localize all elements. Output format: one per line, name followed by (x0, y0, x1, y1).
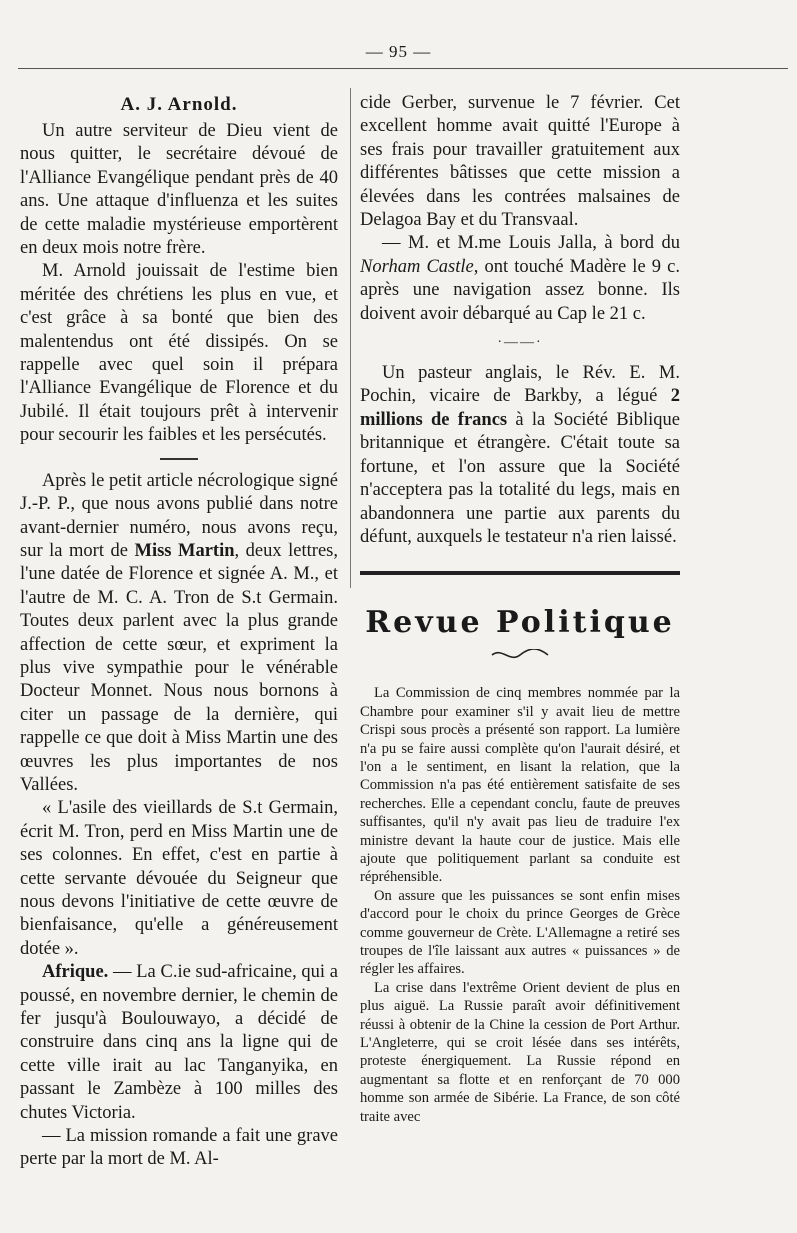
left-column (20, 92, 338, 1172)
header-rule (18, 68, 788, 69)
tron-quote-paragraph: « L'asile des vieillards de S.t Germain, écrit M. Tron, perd en Miss Martin une de ses colonnes. En effet, c'est en partie à cette servante dévouée du Seigneur que nous devons l'initiative de cette œuvre de bienfaisance, qu'elle a généreusement dotée ». (20, 798, 338, 959)
pochin-paragraph (360, 362, 680, 549)
jalla-text-a: — M. et M.me Louis Jalla, à bord du (382, 233, 680, 254)
dot-separator: ·——· (497, 335, 543, 351)
obituary-paragraph-2: M. Arnold jouissait de l'estime bien méritée des chrétiens les plus en vue, et c'est grâce à sa bonté que bien des malentendus ont été dissipés. On se rappelle avec quel soin il prépara l'Alliance Evangélique de Florence et du Jubilé. Il était toujours prêt à intervenir pour secourir les faibles et les persécutés. (20, 261, 338, 446)
ship-name: Norham Castle (360, 256, 474, 277)
title-ornament (360, 648, 680, 666)
section-rule (360, 571, 680, 575)
right-column (360, 92, 680, 1126)
martin-text-a: Après le petit article nécrologique signé J.-P. P., que nous avons publié dans notre avant-dernier numéro, nous avons reçu, sur la mort de (20, 470, 338, 561)
revue-body (360, 684, 680, 1126)
martin-text-b: , deux lettres, l'une datée de Florence et signée A. M., et l'autre de M. C. A. Tron de S.t Germain. Toutes deux parlent avec la plus grande affection de cette sœur, et expriment la plus vive sympathie pour le vénérable Docteur Monnet. Nous nous bornons à citer un passage de la dernière, qui rappelle ce que doit à Miss Martin une des œuvres les plus importantes de nos Vallées. (20, 540, 338, 795)
legacy-amount: 2 millions de francs (360, 386, 680, 430)
jalla-text-b: , ont touché Madère le 9 c. après une navigation assez bonne. Ils doivent avoir débarqué au Cap le 21 c. (360, 256, 680, 324)
mission-paragraph: — La mission romande a fait une grave perte par la mort de M. Al- (20, 1126, 338, 1170)
revue-paragraph-crete: On assure que les puissances se sont enfin mises d'accord pour le choix du prince Georges de Grèce comme gouverneur de Crète. L'Allemagne a retiré ses troupes de l'île laissant aux autres « puissances » de régler les affaires. (360, 887, 680, 978)
obituary-heading: A. J. Arnold. (120, 94, 238, 115)
flourish-icon (490, 649, 550, 661)
afrique-paragraph (20, 961, 338, 1125)
column-divider (350, 88, 351, 588)
martin-name: Miss Martin (134, 540, 235, 561)
section-separator (160, 458, 198, 460)
martin-paragraph (20, 470, 338, 798)
afrique-label: Afrique. (42, 962, 109, 983)
section-title: Revue Politique (365, 605, 675, 641)
revue-paragraph-crispi: La Commission de cinq membres nommée par la Chambre pour examiner s'il y avait lieu de mettre Crispi sous procès a présenté son rapport. La lumière n'a pu se faire aussi complète qu'on l'aurait désiré, et l'on a le sentiment, en lisant la relation, que la Commission n'a pas été entièrement satisfaite de ses recherches. Elle a cependant conclu, faute de preuves suffisantes, qu'il n'y avait pas lieu de traduire l'ex ministre devant la haute cour de justice. Mais elle ajoute que politiquement parlant sa conduite est répréhensible. (360, 685, 680, 886)
gerber-paragraph: cide Gerber, survenue le 7 février. Cet excellent homme avait quitté l'Europe à ses frais pour travailler gratuitement aux différentes bâtisses que cette mission a élevées dans les contrées malsaines de Delagoa Bay et du Transvaal. (360, 93, 680, 231)
pochin-text-b: à la Société Biblique britannique et étrangère. C'était toute sa fortune, et l'on assure que la Société n'acceptera pas la totalité du legs, mais en abandonnera une partie aux parents du défunt, auxquels le testateur n'a rien laissé. (360, 409, 680, 547)
obituary-paragraph-1: Un autre serviteur de Dieu vient de nous quitter, le secrétaire dévoué de l'Alliance Evangélique pendant près de 40 ans. Une attaque d'influenza et les suites de cette maladie mystérieuse emportèrent en deux mois notre frère. (20, 121, 338, 259)
page-number: — 95 — (365, 42, 432, 61)
pochin-text-a: Un pasteur anglais, le Rév. E. M. Pochin, vicaire de Barkby, a légué (360, 363, 680, 407)
revue-paragraph-orient: La crise dans l'extrême Orient devient de plus en plus aiguë. La Russie paraît avoir définitivement réussi à obtenir de la Chine la cession de Port Arthur. L'Angleterre, qui se croit lésée dans ses intérêts, proteste énergiquement. La Russie répond en augmentant sa flotte et en renforçant de 70 000 homme son armée de Sibérie. La France, de son côté traite avec (360, 979, 680, 1125)
afrique-text: — La C.ie sud-africaine, qui a poussé, en novembre dernier, le chemin de fer jusqu'à Boulouwayo, a décidé de construire dans cinq ans la ligne qui de cette ville irait au lac Tanganyika, en passant le Zambèze à 100 milles des chutes Victoria. (20, 962, 338, 1123)
jalla-paragraph (360, 232, 680, 326)
